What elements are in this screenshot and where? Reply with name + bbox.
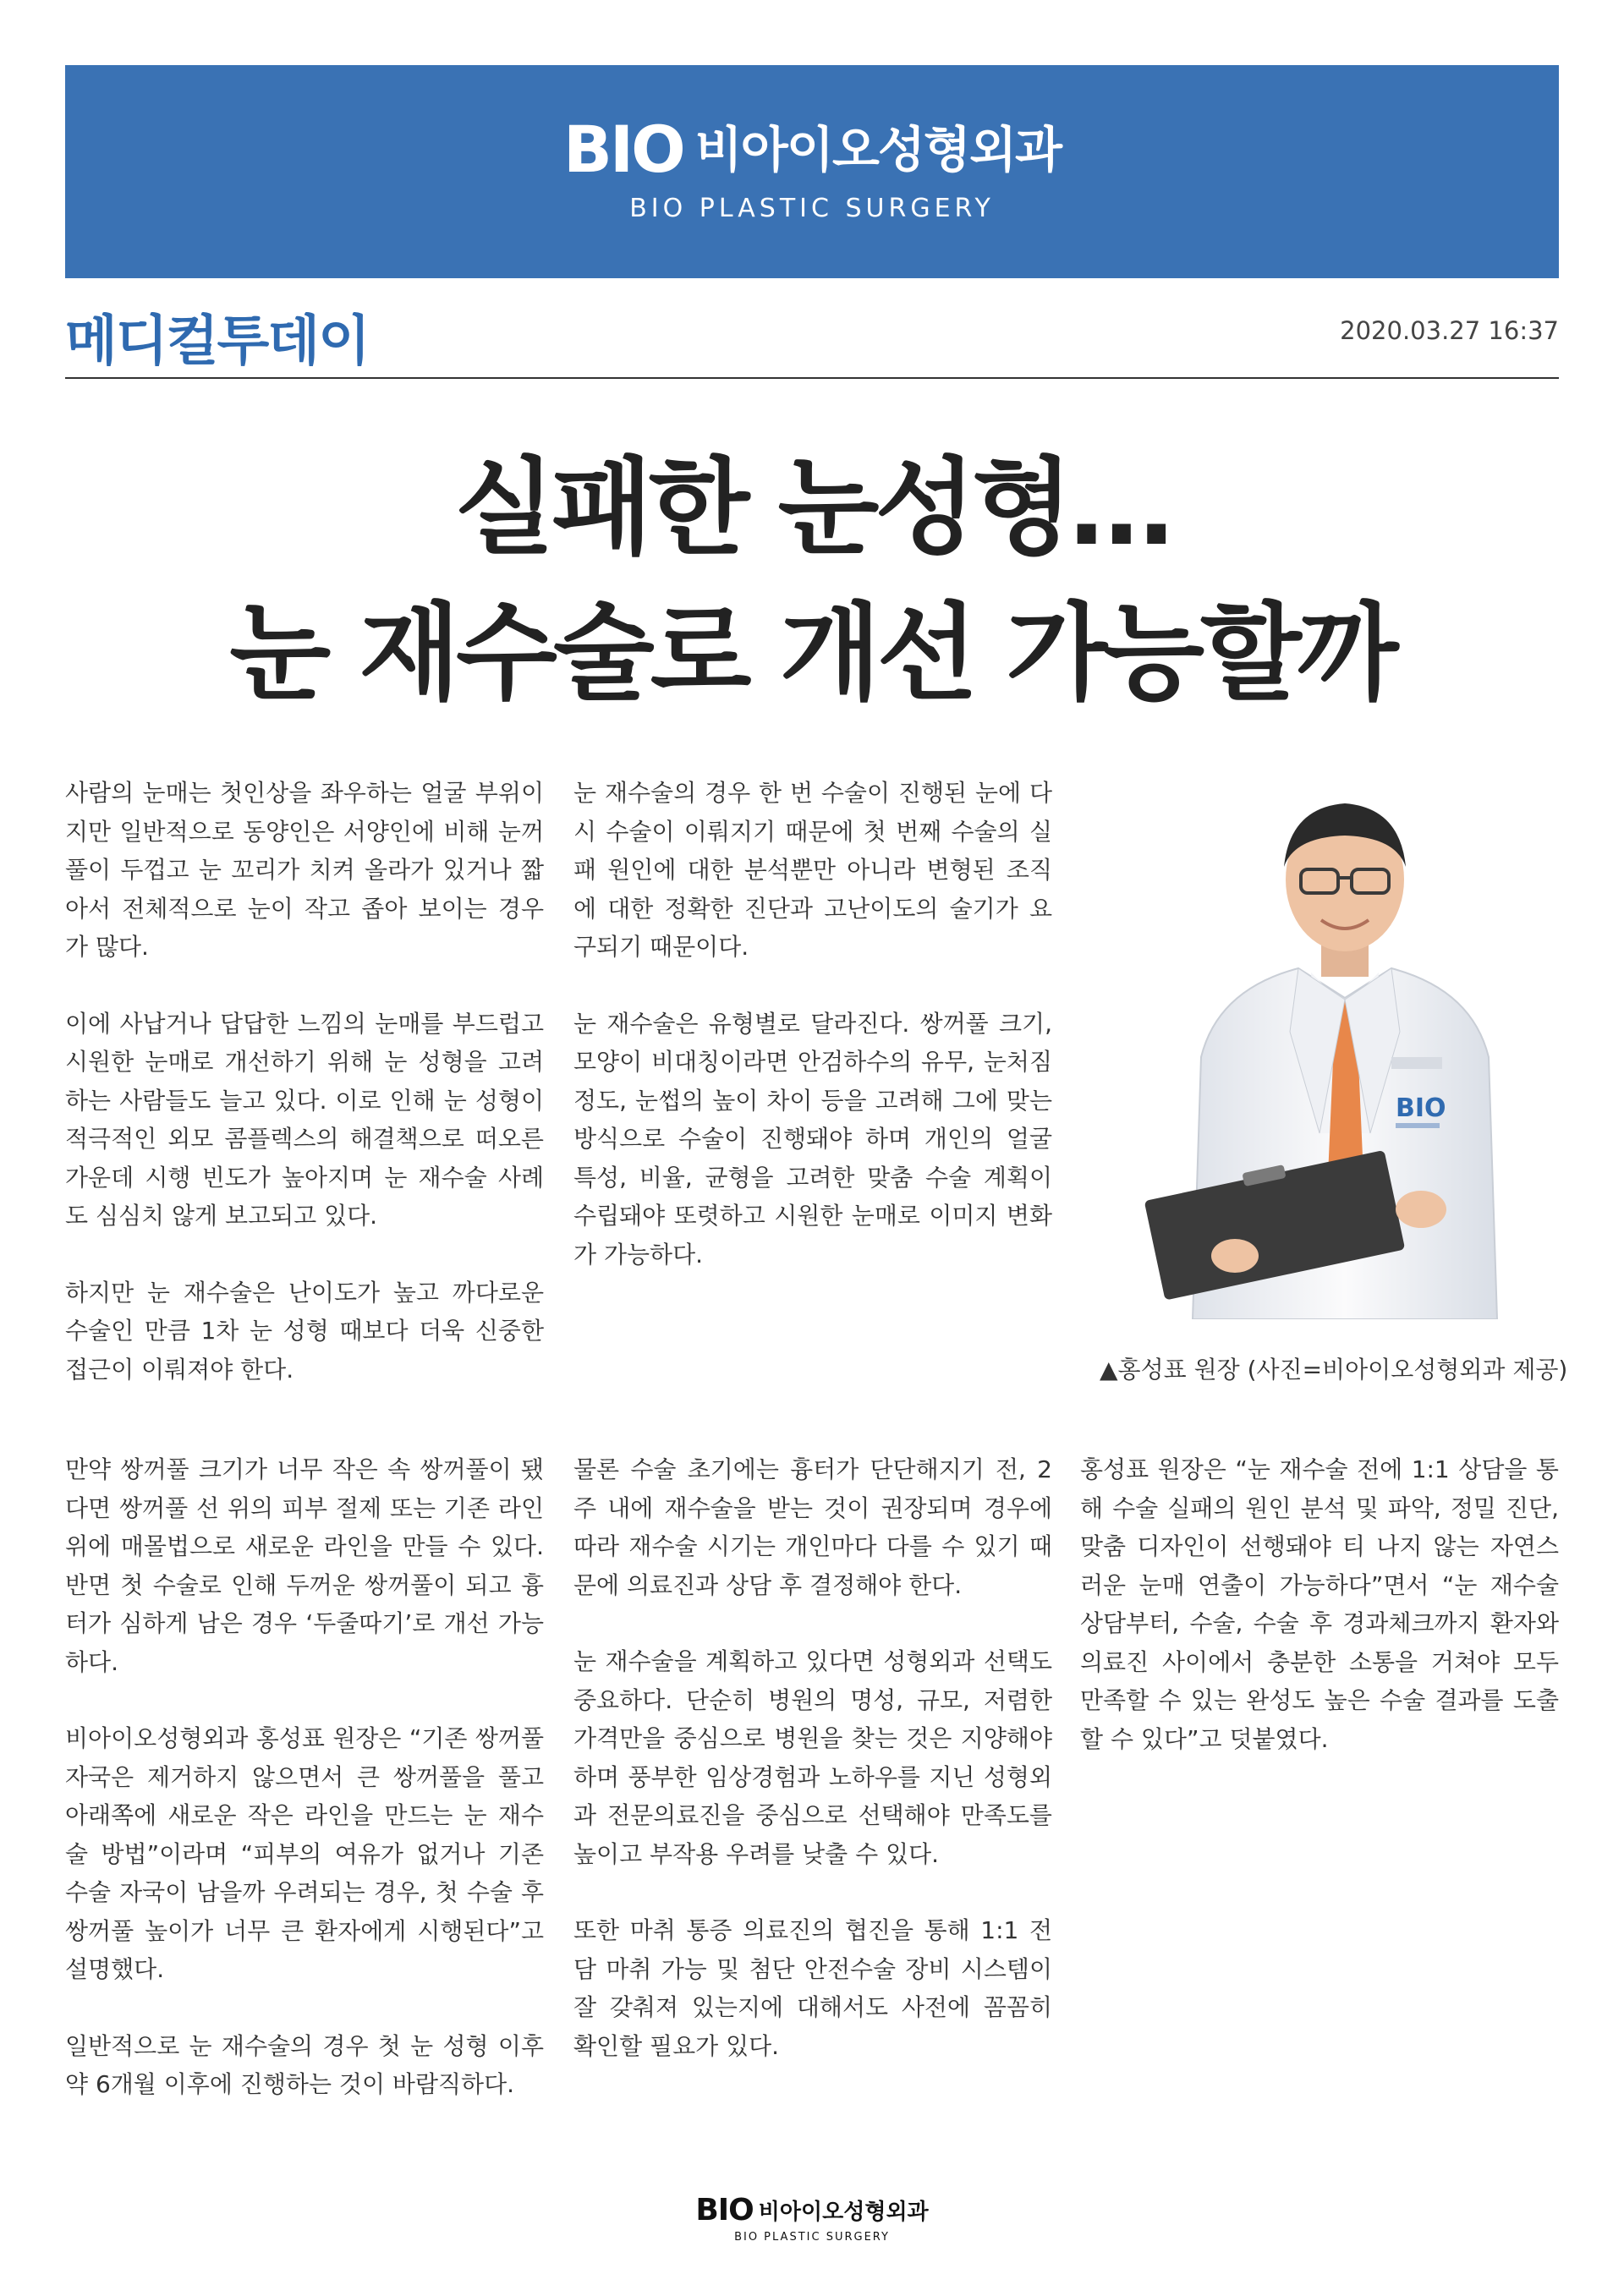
- publish-datetime: 2020.03.27 16:37: [1340, 316, 1559, 345]
- paragraph: 만약 쌍꺼풀 크기가 너무 작은 속 쌍꺼풀이 됐다면 쌍꺼풀 선 위의 피부 절제 또는 기존 라인 위에 매몰법으로 새로운 라인을 만들 수 있다. 반면 첫 수술로 인해 두꺼운 쌍꺼풀이 되고 흉터가 심하게 남은 경우 ‘두줄따기’로 개선 가능하다.: [65, 1455, 544, 1676]
- header-divider: [65, 377, 1559, 379]
- paragraph: 홍성표 원장은 “눈 재수술 전에 1:1 상담을 통해 수술 실패의 원인 분석 및 파악, 정밀 진단, 맞춤 디자인이 선행돼야 티 나지 않는 자연스러운 눈매 연출이 가능하다”면서 “눈 재수술 상담부터, 수술, 수술 후 경과체크까지 환자와 의료진 사이에서 충분한 소통을 거쳐야 모두 만족할 수 있는 완성도 높은 수술 결과를 도출할 수 있다”고 덧붙였다.: [1080, 1455, 1559, 1753]
- paragraph: 눈 재수술의 경우 한 번 수술이 진행된 눈에 다시 수술이 이뤄지기 때문에 첫 번째 수술의 실패 원인에 대한 분석뿐만 아니라 변형된 조직에 대한 정확한 진단과 고난이도의 술기가 요구되기 때문이다.: [573, 779, 1052, 961]
- paragraph: 또한 마취 통증 의료진의 협진을 통해 1:1 전담 마취 가능 및 첨단 안전수술 장비 시스템이 잘 갖춰져 있는지에 대해서도 사전에 꼼꼼히 확인할 필요가 있다.: [573, 1916, 1052, 2060]
- paragraph: 이에 사납거나 답답한 느낌의 눈매를 부드럽고 시원한 눈매로 개선하기 위해 눈 성형을 고려하는 사람들도 늘고 있다. 이로 인해 눈 성형이 적극적인 외모 콤플렉스의 해결책으로 떠오른 가운데 시행 빈도가 높아지며 눈 재수술 사례도 심심치 않게 보고되고 있다.: [65, 1009, 544, 1230]
- logo-subtitle: BIO PLASTIC SURGERY: [629, 194, 995, 223]
- banner-logo: [65, 112, 1559, 187]
- paragraph: 눈 재수술은 유형별로 달라진다. 쌍꺼풀 크기, 모양이 비대칭이라면 안검하수의 유무, 눈처짐 정도, 눈썹의 높이 차이 등을 고려해 그에 맞는 방식으로 수술이 진행돼야 하며 개인의 얼굴 특성, 비율, 균형을 고려한 맞춤 수술 계획이 수립돼야 또렷하고 시원한 눈매로 이미지 변화가 가능하다.: [573, 1009, 1052, 1269]
- footer-logo-mark: BIO: [695, 2193, 754, 2228]
- article-column-bottom-left: [65, 1450, 544, 2142]
- footer-logo: [0, 2193, 1624, 2244]
- paragraph: 물론 수술 초기에는 흉터가 단단해지기 전, 2주 내에 재수술을 받는 것이 권장되며 경우에 따라 재수술 시기는 개인마다 다를 수 있기 때문에 의료진과 상담 후 결정해야 한다.: [573, 1455, 1052, 1599]
- photo-caption: ▲홍성표 원장 (사진=비아이오성형외과 제공): [1100, 1356, 1568, 1384]
- article-column-bottom-right: [1080, 1450, 1559, 1796]
- doctor-photo: [1142, 778, 1548, 1319]
- footer-logo-name: 비아이오성형외과: [758, 2200, 929, 2225]
- headline-line-2: 눈 재수술로 개선 가능할까: [229, 593, 1395, 715]
- footer-logo-subtitle: BIO PLASTIC SURGERY: [734, 2231, 890, 2244]
- headline-line-1: 실패한 눈성형…: [454, 447, 1170, 569]
- paragraph: 사람의 눈매는 첫인상을 좌우하는 얼굴 부위이지만 일반적으로 동양인은 서양인에 비해 눈꺼풀이 두껍고 눈 꼬리가 치켜 올라가 있거나 짧아서 전체적으로 눈이 작고 좁아 보이는 경우가 많다.: [65, 779, 544, 961]
- coat-logo: BIO: [1396, 1093, 1446, 1123]
- paragraph: 눈 재수술을 계획하고 있다면 성형외과 선택도 중요하다. 단순히 병원의 명성, 규모, 저렴한 가격만을 중심으로 병원을 찾는 것은 지양해야 하며 풍부한 임상경험과 노하우를 지닌 성형외과 전문의료진을 중심으로 선택해야 만족도를 높이고 부작용 우려를 낮출 수 있다.: [573, 1647, 1052, 1868]
- logo-mark: BIO: [562, 112, 683, 187]
- paragraph: 비아이오성형외과 홍성표 원장은 “기존 쌍꺼풀 자국은 제거하지 않으면서 큰 쌍꺼풀을 풀고 아래쪽에 새로운 작은 라인을 만드는 눈 재수술 방법”이라며 “피부의 여유가 없거나 기존 수술 자국이 남을까 우려되는 경우, 첫 수술 후 쌍꺼풀 높이가 너무 큰 환자에게 시행된다”고 설명했다.: [65, 1724, 544, 1983]
- paragraph: 일반적으로 눈 재수술의 경우 첫 눈 성형 이후 약 6개월 이후에 진행하는 것이 바람직하다.: [65, 2031, 544, 2098]
- article-column-top-left: [65, 774, 544, 1427]
- article-column-bottom-middle: [573, 1450, 1052, 2103]
- paragraph: 하지만 눈 재수술은 난이도가 높고 까다로운 수술인 만큼 1차 눈 성형 때보다 더욱 신중한 접근이 이뤄져야 한다.: [65, 1278, 544, 1384]
- publication-name: 메디컬투데이: [65, 310, 369, 373]
- headline: [65, 436, 1559, 726]
- article-column-top-middle: [573, 774, 1052, 1312]
- logo-name: 비아이오성형외과: [694, 121, 1062, 178]
- header-banner: [65, 65, 1559, 278]
